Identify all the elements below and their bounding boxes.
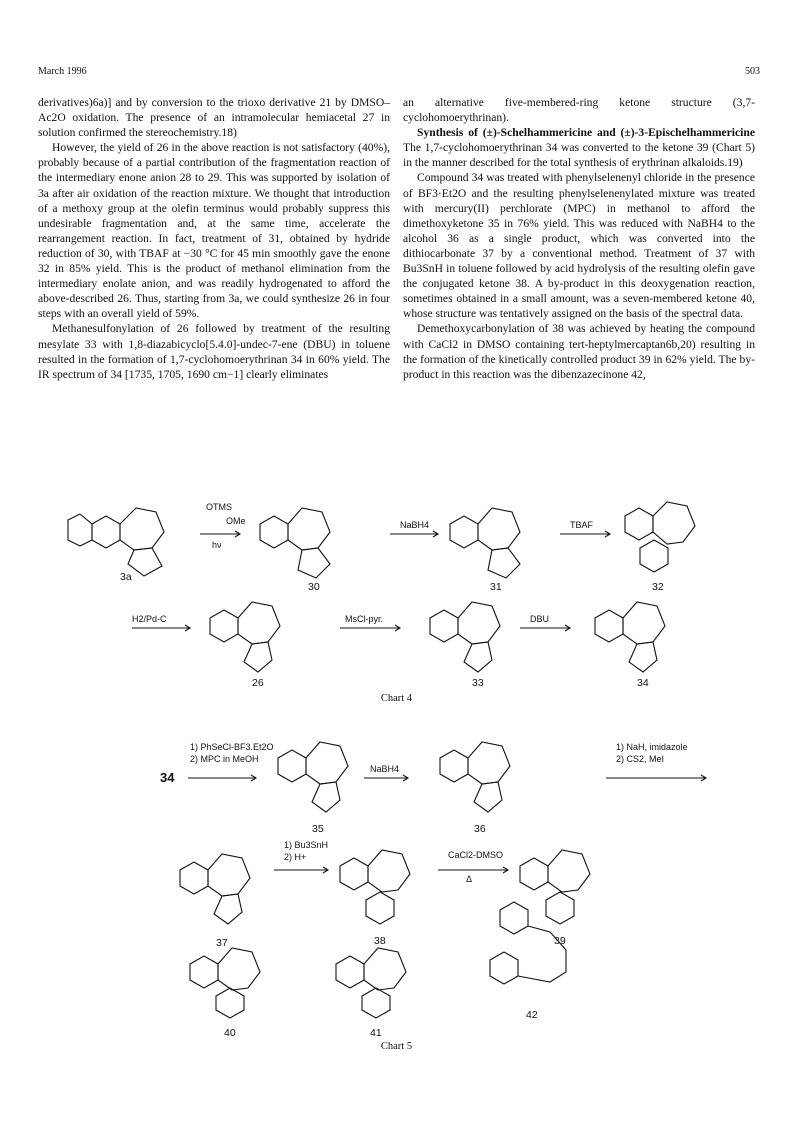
paragraph: an alternative five-membered-ring ketone structure (3,7-cyclohomoerythrinan).	[403, 96, 755, 125]
molecule-32	[625, 502, 695, 572]
paragraph: Demethoxycarbonylation of 38 was achieved by heating the compound with CaCl2 in DMSO containing tert-heptylmercaptan6b,20) resulting in the formation of the kinetically controlled product 39 in 62% yield. The by-product in this reaction was the dibenzazecinone 42,	[403, 322, 755, 381]
compound-label: 36	[474, 823, 486, 835]
molecule-34	[595, 602, 665, 672]
running-header-date: March 1996	[38, 66, 87, 77]
compound-label: 30	[308, 581, 320, 593]
molecule-40	[190, 948, 260, 1018]
compound-label: 42	[526, 1009, 538, 1021]
reagent: NaBH4	[370, 764, 400, 774]
paragraph	[403, 125, 755, 170]
reagent: 2) H+	[284, 852, 307, 862]
right-text-column	[403, 95, 755, 382]
compound-label: 32	[652, 581, 664, 593]
reagent: 2) MPC in MeOH	[190, 754, 259, 764]
reagent-otms: OTMS	[206, 502, 232, 512]
molecule-26	[210, 602, 280, 672]
paragraph: However, the yield of 26 in the above reaction is not satisfactory (40%), probably because of a partial contribution of the fragmentation reaction of the intermediary enone anion 28 to 29. This was supported by isolation of 3a after air oxidation of the reaction mixture. We thought that introduction of a methoxy group at the olefin terminus would probably suppress this undesirable fragmentation and, at the same time, accelerate the rearrangement reaction. In fact, treatment of 31, obtained by hydride reduction of 30, with TBAF at −30 °C for 45 min smoothly gave the enone 32 in 85% yield. This is the product of methanol elimination from the intermediary enolate anion, and was readily hydrogenated to afford the above-described 26. Thus, starting from 3a, we could synthesize 26 in four steps with an overall yield of 59%.	[38, 141, 390, 321]
reagent-dbu: DBU	[530, 614, 550, 624]
paragraph: Methanesulfonylation of 26 followed by treatment of the resulting mesylate 33 with 1,8-diazabicyclo[5.4.0]-undec-7-ene (DBU) in toluene resulted in the formation of 1,7-cyclohomoerythrinan 34 in 60% yield. The IR spectrum of 34 [1735, 1705, 1690 cm−1] clearly eliminates	[38, 322, 390, 381]
compound-label: 33	[472, 677, 484, 689]
reagent-h2pdc: H2/Pd-C	[132, 614, 167, 624]
reagent: 2) CS2, MeI	[616, 754, 665, 764]
reagent-ome: OMe	[226, 516, 246, 526]
left-text-column	[38, 95, 390, 382]
compound-label: 34	[160, 770, 175, 785]
molecule-38	[340, 850, 410, 924]
chart5-caption: Chart 5	[380, 1041, 413, 1052]
reagent-hv: hν	[212, 540, 222, 550]
compound-label: 26	[252, 677, 264, 689]
molecule-36	[440, 742, 510, 812]
paragraph: derivatives)6a)] and by conversion to the trioxo derivative 21 by DMSO–Ac2O oxidation. The presence of an intramolecular hemiacetal 27 in solution confirmed the stereochemistry.18)	[38, 96, 390, 140]
reagent: Δ	[466, 874, 473, 884]
molecule-39	[520, 850, 590, 924]
reagent-tbaf: TBAF	[570, 520, 594, 530]
reagent: 1) Bu3SnH	[284, 840, 329, 850]
compound-label: 39	[554, 935, 566, 947]
paragraph: Compound 34 was treated with phenylselenenyl chloride in the presence of BF3·Et2O and the resulting phenylselenenylated mixture was treated with mercury(II) perchlorate (MPC) in methanol to afford the dimethoxyketone 35 in 76% yield. This was reduced with NaBH4 to the alcohol 36 as a single product, which was converted into the dithiocarbonate 37 by a conventional method. Treatment of 37 with Bu3SnH in toluene followed by acid hydrolysis of the resulting olefin gave the conjugated ketone 38. A by-product in this deoxygenation reaction, sometimes obtained in a small amount, was a seven-membered ketone 40, whose structure was tentatively assigned on the basis of the spectral data.	[403, 171, 755, 321]
reagent: CaCl2-DMSO	[448, 850, 504, 860]
compound-label: 37	[216, 937, 228, 949]
compound-label: 41	[370, 1027, 382, 1039]
reagent-mscl: MsCl-pyr.	[345, 614, 383, 624]
compound-label: 38	[374, 935, 386, 947]
compound-label: 3a	[120, 571, 132, 583]
compound-label: 31	[490, 581, 502, 593]
molecule-35	[278, 742, 348, 812]
reagent: 1) PhSeCl-BF3.Et2O	[190, 742, 274, 752]
molecule-33	[430, 602, 500, 672]
compound-label: 34	[637, 677, 649, 689]
molecule-30	[260, 508, 330, 578]
molecule-41	[336, 948, 406, 1018]
paragraph-text: The 1,7-cyclohomoerythrinan 34 was converted to the ketone 39 (Chart 5) in the manner described for the total synthesis of erythrinan alkaloids.19)	[403, 141, 755, 170]
molecule-37	[180, 854, 250, 924]
compound-label: 35	[312, 823, 324, 835]
chart5-scheme	[40, 720, 760, 1039]
chart4-caption: Chart 4	[380, 693, 413, 704]
compound-label: 40	[224, 1027, 236, 1039]
molecule-31	[450, 508, 520, 578]
molecule-3a	[68, 508, 164, 576]
section-heading: Synthesis of (±)-Schelhammericine and (±)-3-Epischelhammericine	[417, 126, 755, 140]
reagent-nabh4: NaBH4	[400, 520, 430, 530]
chart4-scheme	[40, 488, 760, 688]
page-number: 503	[745, 66, 760, 77]
reagent: 1) NaH, imidazole	[616, 742, 688, 752]
